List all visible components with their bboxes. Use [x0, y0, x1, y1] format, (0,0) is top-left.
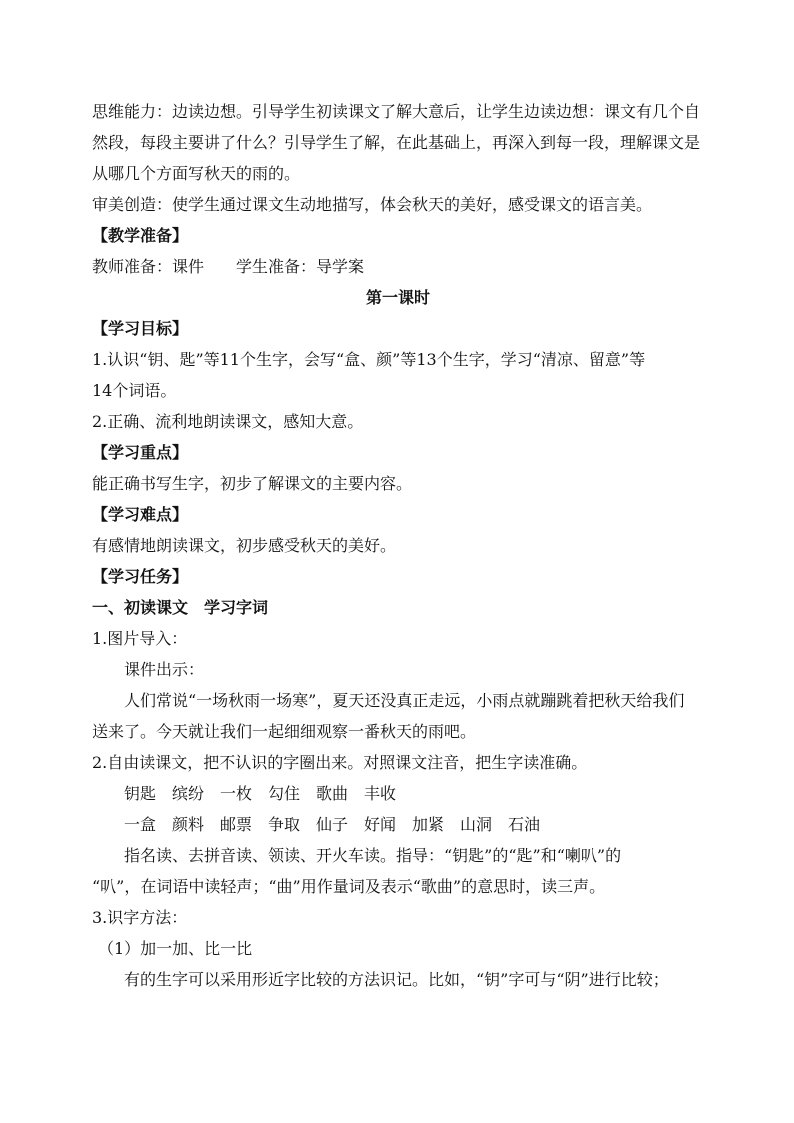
body-text-line: 指名读、去拼音读、领读、开火车读。指导：“钥匙”的“匙”和“喇叭”的 [124, 846, 622, 865]
body-text-line: 能正确书写生字，初步了解课文的主要内容。 [92, 474, 413, 493]
body-text-line: 有感情地朗读课文，初步感受秋天的美好。 [92, 536, 397, 555]
vocab-list-line: 钥匙 缤纷 一枚 勾住 歌曲 丰收 [124, 784, 397, 803]
body-text-line: “叭”，在词语中读轻声；“曲”用作量词及表示“歌曲”的意思时，读三声。 [92, 877, 606, 896]
section-heading-key-points: 【学习重点】 [92, 443, 189, 462]
document-page [92, 96, 704, 995]
body-text-line: 1.认识“钥、匙”等11个生字，会写“盒、颜”等13个生字，学习“清凉、留意”等 [92, 350, 646, 369]
body-text-line: 1.图片导入： [92, 629, 188, 648]
body-text-line: 3.识字方法： [92, 908, 188, 927]
body-text-line: 思维能力：边读边想。引导学生初读课文了解大意后，让学生边读边想：课文有几个自 [92, 102, 701, 121]
body-text-line: 有的生字可以采用形近字比较的方法识记。比如，“钥”字可与“阴”进行比较； [124, 970, 669, 989]
section-heading-teaching-prep: 【教学准备】 [92, 226, 189, 245]
section-heading-difficulties: 【学习难点】 [92, 505, 189, 524]
body-text-line: 审美创造：使学生通过课文生动地描写，体会秋天的美好，感受课文的语言美。 [92, 195, 653, 214]
body-text-line: 人们常说“一场秋雨一场寒”，夏天还没真正走远，小雨点就蹦跳着把秋天给我们 [124, 691, 685, 710]
section-heading-goals: 【学习目标】 [92, 319, 189, 338]
body-text-line: 从哪几个方面写秋天的雨的。 [92, 164, 301, 183]
vocab-list-line: 一盒 颜料 邮票 争取 仙子 好闻 加紧 山洞 石油 [124, 815, 541, 834]
body-text-line: 2.正确、流利地朗读课文，感知大意。 [92, 412, 364, 431]
body-text-line: 课件出示： [124, 660, 205, 679]
body-text-line: 14个词语。 [92, 381, 177, 400]
body-text-line: 送来了。今天就让我们一起细细观察一番秋天的雨吧。 [92, 722, 477, 741]
body-text-line: （1）加一加、比一比 [98, 939, 253, 958]
body-text-line: 然段，每段主要讲了什么？引导学生了解，在此基础上，再深入到每一段，理解课文是 [92, 133, 701, 152]
section-heading-tasks: 【学习任务】 [92, 567, 189, 586]
body-text-line: 教师准备：课件 学生准备：导学案 [92, 257, 365, 276]
body-text-line: 2.自由读课文，把不认识的字圈出来。对照课文注音，把生字读准确。 [92, 753, 588, 772]
subsection-heading: 一、初读课文 学习字词 [92, 598, 269, 617]
lesson-title: 第一课时 [365, 288, 430, 307]
